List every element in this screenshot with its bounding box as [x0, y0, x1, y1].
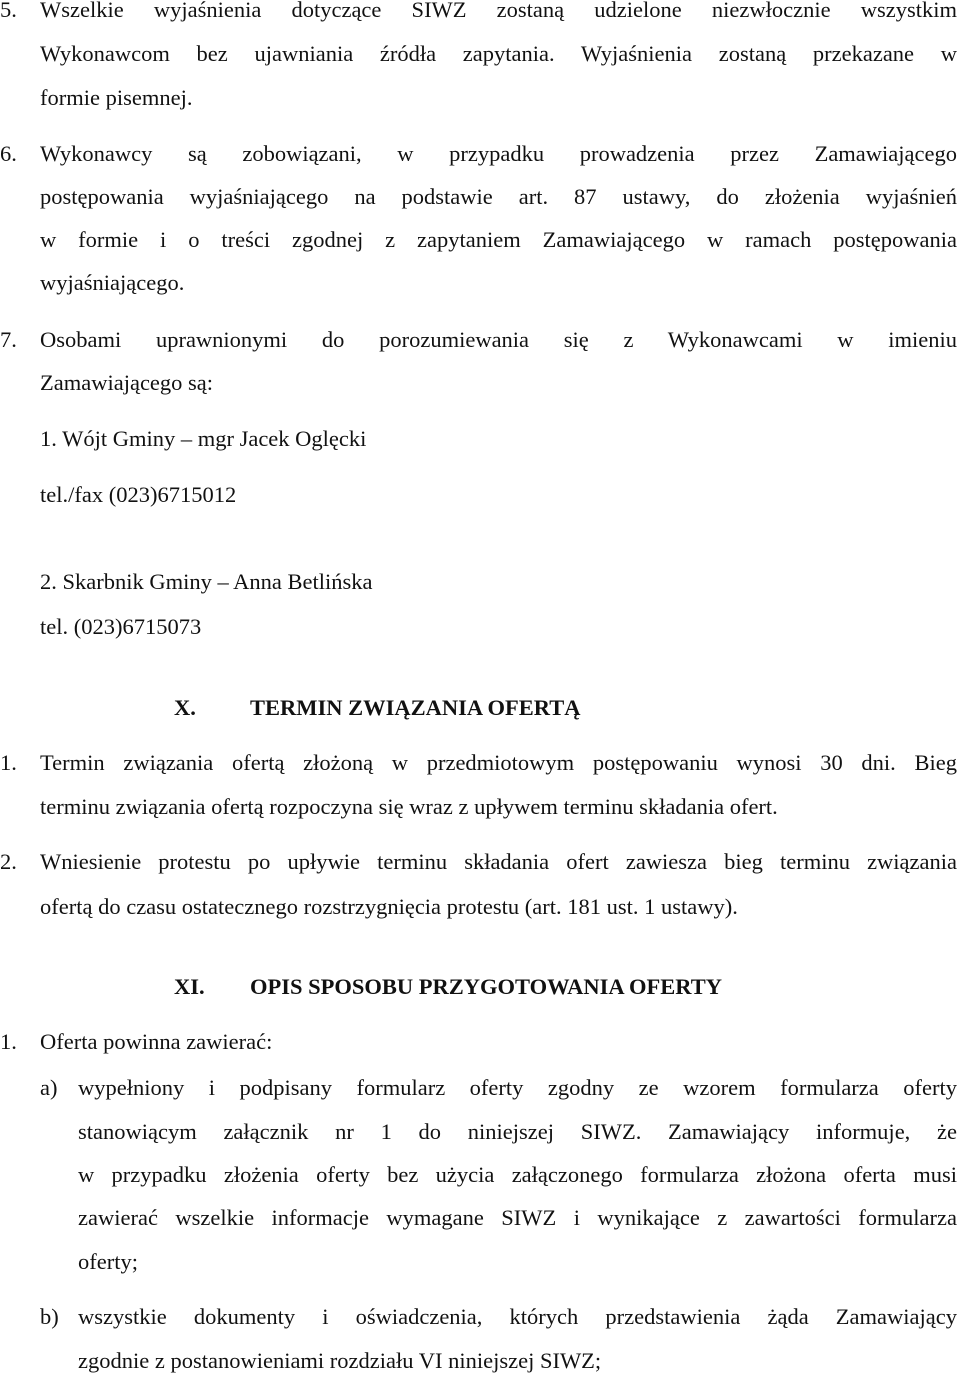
section-x-p2-text-1: Wniesienie protestu po upływie terminu składania ofert zawiesza bieg terminu związania: [40, 849, 957, 874]
item-7-line-2: [0, 367, 960, 411]
section-x-p1-text-2: terminu związania ofertą rozpoczyna się wraz z upływem terminu składania ofert.: [40, 794, 778, 819]
item-a-text-3: w przypadku złożenia oferty bez użycia załączonego formularza złożona oferta musi: [78, 1162, 957, 1187]
item-b-label: b): [40, 1304, 59, 1329]
item-a-text-5: oferty;: [78, 1249, 138, 1274]
item-a-line-4: [0, 1202, 960, 1246]
section-xi-p1-line: [0, 1026, 960, 1070]
item-b-text-1: wszystkie dokumenty i oświadczenia, których przedstawienia żąda Zamawiający: [78, 1304, 957, 1329]
item-a-line-1: [0, 1072, 960, 1116]
section-x-p1-text-1: Termin związania ofertą złożoną w przedmiotowym postępowaniu wynosi 30 dni. Bieg: [40, 750, 957, 775]
item-6-number: 6.: [0, 141, 17, 166]
item-a-label: a): [40, 1075, 58, 1100]
item-5-line-1: [0, 0, 960, 38]
section-x-p2-number: 2.: [0, 849, 17, 874]
item-7-number: 7.: [0, 327, 17, 352]
contact-1-phone: tel./fax (023)6715012: [40, 482, 237, 507]
item-b-line-1: [0, 1301, 960, 1345]
section-x-p2-line-2: [0, 891, 960, 935]
section-x-p1-line-2: [0, 791, 960, 835]
item-b-line-2: [0, 1345, 960, 1389]
section-x-number: X.: [174, 695, 196, 720]
item-6-line-2: [0, 181, 960, 225]
item-5-line-2: [0, 38, 960, 82]
section-x-title: TERMIN ZWIĄZANIA OFERTĄ: [250, 695, 581, 720]
item-5-number: 5.: [0, 0, 17, 22]
contact-2-phone: tel. (023)6715073: [40, 614, 202, 639]
section-x-p1-number: 1.: [0, 750, 17, 775]
item-6-line-3: [0, 224, 960, 268]
section-x-p2-text-2: ofertą do czasu ostatecznego rozstrzygnięcia protestu (art. 181 ust. 1 ustawy).: [40, 894, 738, 919]
item-b-text-2: zgodnie z postanowieniami rozdziału VI niniejszej SIWZ;: [78, 1348, 602, 1373]
item-a-text-4: zawierać wszelkie informacje wymagane SIWZ i wynikające z zawartości formularza: [78, 1205, 957, 1230]
section-xi-title: OPIS SPOSOBU PRZYGOTOWANIA OFERTY: [250, 974, 723, 999]
item-a-text-2: stanowiącym załącznik nr 1 do niniejszej SIWZ. Zamawiający informuje, że: [78, 1119, 957, 1144]
item-a-line-5: [0, 1246, 960, 1290]
contact-1-name: 1. Wójt Gminy – mgr Jacek Oglęcki: [40, 426, 367, 451]
item-7-line-1: [0, 324, 960, 368]
section-xi-number: XI.: [174, 974, 205, 999]
item-5-text-1: Wszelkie wyjaśnienia dotyczące SIWZ zostaną udzielone niezwłocznie wszystkim: [40, 0, 957, 22]
item-a-line-2: [0, 1116, 960, 1160]
item-5-text-3: formie pisemnej.: [40, 85, 193, 110]
section-xi-p1-text: Oferta powinna zawierać:: [40, 1029, 273, 1054]
item-5-text-2: Wykonawcom bez ujawniania źródła zapytania. Wyjaśnienia zostaną przekazane w: [40, 41, 957, 66]
section-xi-p1-number: 1.: [0, 1029, 17, 1054]
section-x-p1-line-1: [0, 747, 960, 791]
item-7-text-2: Zamawiającego są:: [40, 370, 214, 395]
item-6-text-3: w formie i o treści zgodnej z zapytaniem Zamawiającego w ramach postępowania: [40, 227, 957, 252]
item-6-line-1: [0, 138, 960, 182]
item-a-line-3: [0, 1159, 960, 1203]
section-x-p2-line-1: [0, 846, 960, 890]
item-6-line-4: [0, 267, 960, 311]
item-6-text-2: postępowania wyjaśniającego na podstawie art. 87 ustawy, do złożenia wyjaśnień: [40, 184, 957, 209]
contact-2-name: 2. Skarbnik Gminy – Anna Betlińska: [40, 569, 373, 594]
item-a-text-1: wypełniony i podpisany formularz oferty zgodny ze wzorem formularza oferty: [78, 1075, 957, 1100]
item-7-text-1: Osobami uprawnionymi do porozumiewania się z Wykonawcami w imieniu: [40, 327, 957, 352]
item-5-line-3: [0, 82, 960, 126]
item-6-text-1: Wykonawcy są zobowiązani, w przypadku prowadzenia przez Zamawiającego: [40, 141, 957, 166]
item-6-text-4: wyjaśniającego.: [40, 270, 185, 295]
